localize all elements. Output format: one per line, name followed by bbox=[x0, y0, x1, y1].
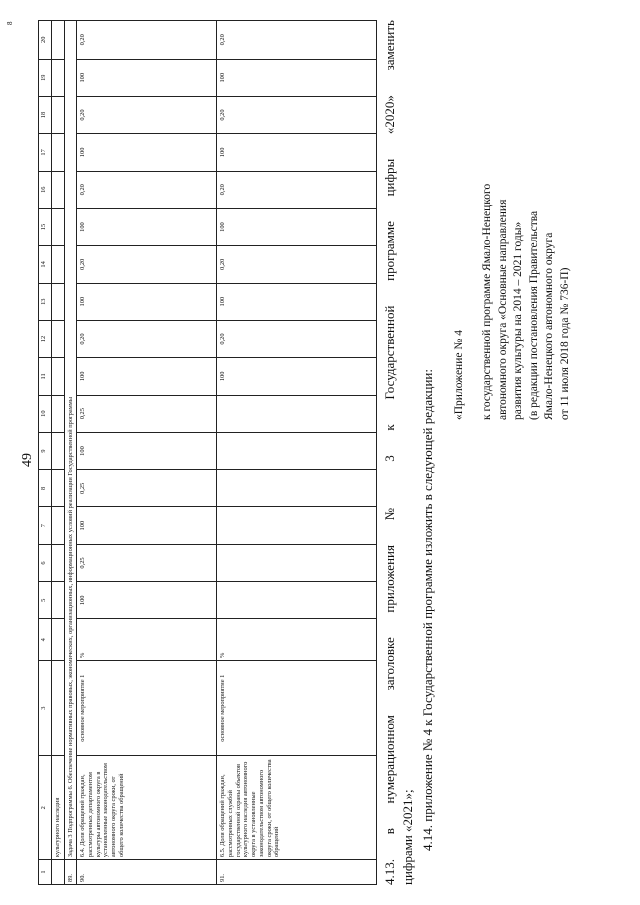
appendix-line: к государственной программе Ямало-Ненецкого bbox=[481, 183, 493, 420]
header-cell: 8 bbox=[39, 470, 52, 507]
header-cell: 5 bbox=[39, 582, 52, 619]
corner-mark: 8 bbox=[6, 21, 14, 25]
value-cell: 0,20 bbox=[77, 246, 217, 283]
indicator-name: 6.4. Доля обращений граждан, рассмотренных департаментом культуры автономного округа в установленные законодательством автономного округа сроки, от общего количества обращений bbox=[77, 756, 217, 860]
header-cell: 14 bbox=[39, 246, 52, 283]
amendment-4-13-line1: 4.13. в нумерационном заголовке приложения № 3 к Государственной программе цифры «2020» заменить bbox=[382, 20, 397, 885]
value-cell: 0,25 bbox=[77, 544, 217, 581]
value-cell: 100 bbox=[77, 507, 217, 544]
value-cell: 0,20 bbox=[217, 21, 377, 60]
header-cell: 4 bbox=[39, 619, 52, 660]
value-cell: 100 bbox=[77, 208, 217, 245]
value-cell: 0,20 bbox=[217, 171, 377, 208]
indicator-name: 6.5. Доля обращений граждан, рассмотренных службой государственной охраны объектов культурного наследия автономного округа в установленные законодательством автономного округа сроки, от общего количества обращений bbox=[217, 756, 377, 860]
value-cell: 0,20 bbox=[77, 21, 217, 60]
appendix-line: (в редакции постановления Правительства bbox=[527, 210, 540, 420]
header-cell: 18 bbox=[39, 96, 52, 133]
appendix-line: автономного округа «Основные направления bbox=[496, 199, 509, 420]
value-cell bbox=[217, 507, 377, 544]
value-cell: 0,20 bbox=[217, 96, 377, 133]
value-cell: 100 bbox=[77, 358, 217, 395]
value-cell: 100 bbox=[77, 283, 217, 320]
value-cell: 100 bbox=[77, 134, 217, 171]
value-cell: 0,25 bbox=[77, 470, 217, 507]
value-cell: 0,20 bbox=[77, 96, 217, 133]
row-number: 90. bbox=[77, 860, 217, 885]
value-cell: 0,20 bbox=[77, 171, 217, 208]
header-cell: 13 bbox=[39, 283, 52, 320]
header-cell: 10 bbox=[39, 395, 52, 432]
value-cell: 100 bbox=[217, 283, 377, 320]
unit-cell: % bbox=[217, 619, 377, 660]
value-cell bbox=[217, 432, 377, 469]
appendix-title: «Приложение № 4 bbox=[453, 330, 465, 420]
header-cell: 2 bbox=[39, 756, 52, 860]
value-cell: 100 bbox=[77, 582, 217, 619]
indicators-table bbox=[38, 20, 377, 885]
row-number: 89. bbox=[64, 860, 77, 885]
appendix-subtitle bbox=[480, 184, 573, 420]
header-cell: 16 bbox=[39, 171, 52, 208]
unit-cell: % bbox=[77, 619, 217, 660]
header-cell: 17 bbox=[39, 134, 52, 171]
value-cell: 100 bbox=[217, 134, 377, 171]
value-cell: 100 bbox=[217, 59, 377, 96]
header-cell: 6 bbox=[39, 544, 52, 581]
header-cell: 15 bbox=[39, 208, 52, 245]
table-row bbox=[77, 21, 217, 885]
table-row bbox=[217, 21, 377, 885]
header-cell: 1 bbox=[39, 860, 52, 885]
amendment-4-13-line2: цифрами «2021»; bbox=[400, 789, 415, 885]
appendix-line: развития культуры на 2014 – 2021 годы» bbox=[512, 221, 525, 420]
appendix-line: Ямало-Ненецкого автономного округа bbox=[543, 232, 556, 420]
table-header-row bbox=[39, 21, 52, 885]
task-text: Задача 3 Подпрограммы 6. Обеспечение нормативных правовых, экономических, организационных, информационных условий реализации Государственной программы bbox=[64, 21, 77, 860]
event-name: основное мероприятие 1 bbox=[217, 660, 377, 755]
amendment-4-14: 4.14. приложение № 4 к Государственной программе изложить в следующей редакции: bbox=[420, 368, 435, 851]
value-cell: 100 bbox=[77, 432, 217, 469]
task-row bbox=[64, 21, 77, 885]
header-cell: 20 bbox=[39, 21, 52, 60]
value-cell bbox=[217, 544, 377, 581]
carry-text: культурного наследия bbox=[52, 756, 65, 860]
header-cell: 19 bbox=[39, 59, 52, 96]
header-cell: 12 bbox=[39, 320, 52, 357]
header-cell: 11 bbox=[39, 358, 52, 395]
page-number: 49 bbox=[20, 453, 35, 467]
value-cell: 100 bbox=[217, 208, 377, 245]
appendix-line: от 11 июля 2018 года № 736-П) bbox=[558, 267, 571, 420]
header-cell: 7 bbox=[39, 507, 52, 544]
value-cell: 100 bbox=[77, 59, 217, 96]
value-cell: 100 bbox=[217, 358, 377, 395]
header-cell: 9 bbox=[39, 432, 52, 469]
value-cell: 0,20 bbox=[217, 246, 377, 283]
value-cell bbox=[217, 582, 377, 619]
row-number: 91. bbox=[217, 860, 377, 885]
value-cell bbox=[217, 470, 377, 507]
event-name: основное мероприятие 1 bbox=[77, 660, 217, 755]
value-cell bbox=[217, 395, 377, 432]
value-cell: 0,20 bbox=[77, 320, 217, 357]
value-cell: 0,20 bbox=[217, 320, 377, 357]
carry-row bbox=[52, 21, 65, 885]
header-cell: 3 bbox=[39, 660, 52, 755]
value-cell: 0,25 bbox=[77, 395, 217, 432]
